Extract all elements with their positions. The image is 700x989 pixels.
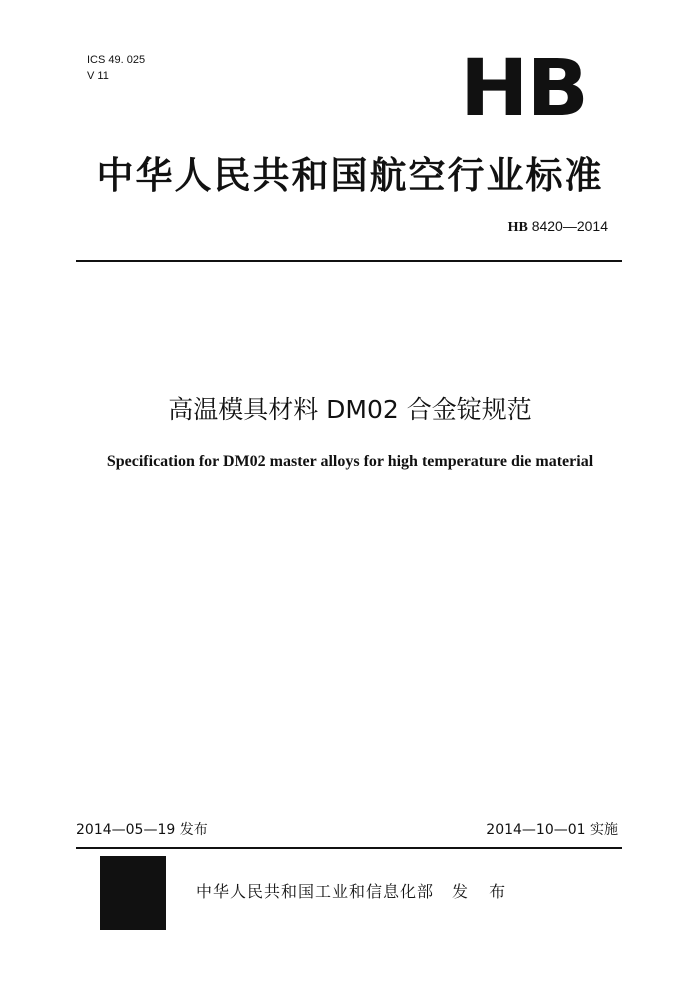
standard-prefix: HB (507, 220, 528, 235)
publish-action: 发 布 (452, 882, 514, 901)
standard-code: 8420—2014 (531, 218, 608, 234)
ics-block (87, 52, 145, 84)
publisher-name: 中华人民共和国工业和信息化部 (196, 882, 435, 901)
document-title-cn: 高温模具材料 DM02 合金锭规范 (168, 395, 532, 424)
hb-logo: HB (460, 44, 587, 134)
ics-code: ICS 49. 025 (87, 54, 146, 66)
publisher-seal-block (100, 856, 166, 930)
ccs-code: V 11 (87, 70, 109, 82)
implementation-date: 2014—10—01 实施 (486, 822, 618, 838)
publisher-line (196, 879, 513, 902)
standard-number (508, 218, 608, 236)
document-title-en: Specification for DM02 master alloys for high temperature die material (106, 453, 594, 470)
standard-category-title: 中华人民共和国航空行业标准 (96, 154, 604, 197)
header-divider (76, 260, 622, 262)
footer-divider (76, 847, 622, 849)
issue-date: 2014—05—19 发布 (76, 822, 208, 838)
